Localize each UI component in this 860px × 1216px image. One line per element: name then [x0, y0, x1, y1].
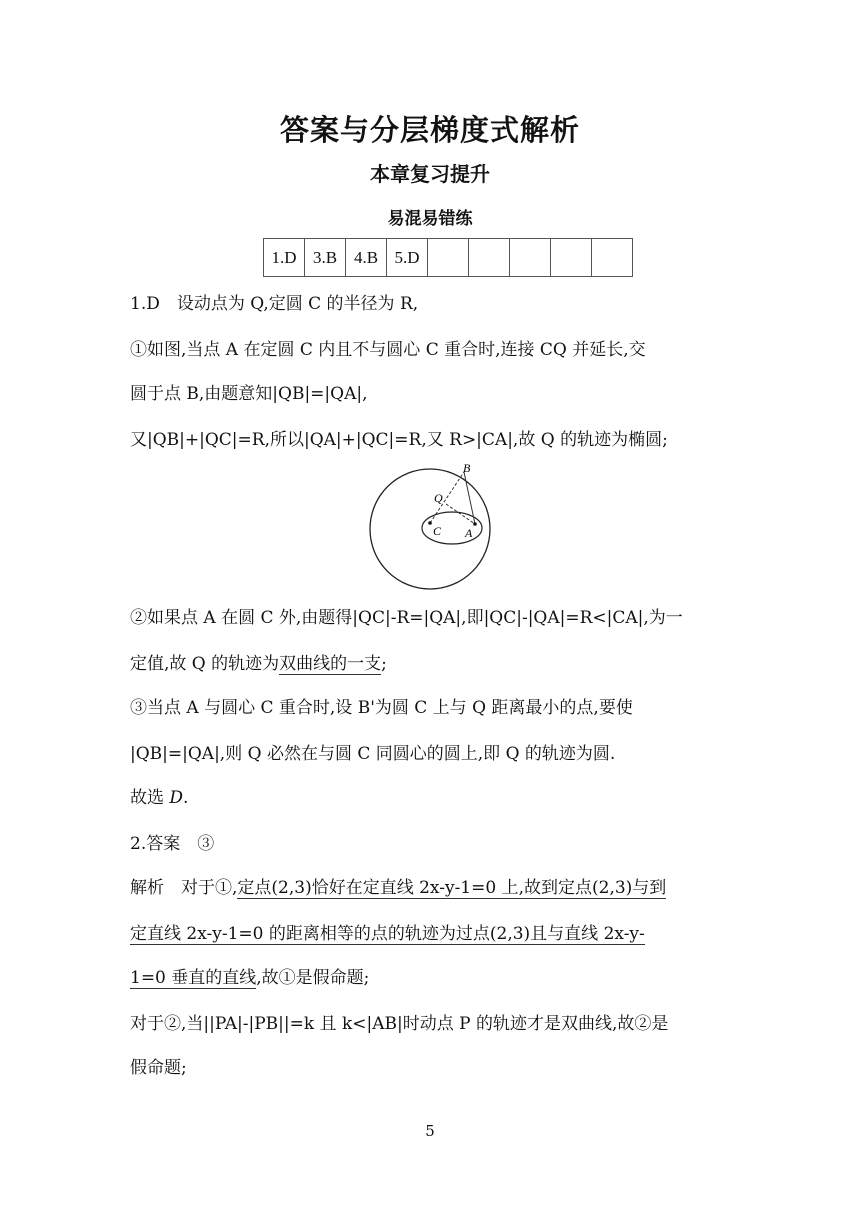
answer-cell: 1.D [264, 239, 305, 277]
solution-line: 对于②,当||PA|-|PB||=k 且 k<|AB|时动点 P 的轨迹才是双曲线,故②是 [130, 1014, 669, 1034]
answer-heading: 2.答案 ③ [130, 834, 215, 854]
text-span: 故选 [130, 788, 170, 808]
answer-cell: 3.B [305, 239, 346, 277]
page-number: 5 [425, 1122, 435, 1140]
solution-line: 又|QB|+|QC|=R,所以|QA|+|QC|=R,又 R>|CA|,故 Q 的轨迹为椭圆; [130, 430, 668, 450]
text-span: 解析 对于①, [130, 878, 238, 898]
section-heading: 易混易错练 [387, 209, 473, 229]
point-c [428, 521, 432, 525]
answer-cell: 5.D [387, 239, 428, 277]
label-a: A [465, 526, 473, 540]
underlined-text: 双曲线的一支 [279, 654, 382, 674]
label-c: C [433, 524, 442, 538]
underlined-text: 1=0 垂直的直线 [130, 968, 257, 988]
answer-cell [428, 239, 469, 277]
solution-line: |QB|=|QA|,则 Q 必然在与圆 C 同圆心的圆上,即 Q 的轨迹为圆. [130, 744, 616, 764]
solution-line: 1.D 设动点为 Q,定圆 C 的半径为 R, [130, 294, 419, 314]
text-span: . [183, 788, 189, 808]
ellipse-locus-figure [362, 462, 498, 590]
text-span: ; [381, 654, 387, 674]
page-title: 答案与分层梯度式解析 [279, 113, 580, 147]
solution-line: 圆于点 B,由题意知|QB|=|QA|, [130, 384, 368, 404]
answer-cell [551, 239, 592, 277]
solution-line [130, 922, 645, 946]
answer-table [263, 238, 633, 277]
label-b: B [463, 462, 471, 475]
solution-line [130, 876, 666, 900]
answer-cell: 4.B [346, 239, 387, 277]
answer-letter: D [169, 788, 184, 808]
chapter-subtitle: 本章复习提升 [370, 162, 490, 186]
solution-line: ③当点 A 与圆心 C 重合时,设 B'为圆 C 上与 Q 距离最小的点,要使 [130, 698, 633, 718]
underlined-text: 定点(2,3)恰好在定直线 2x-y-1=0 上,故到定点(2,3)与到 [237, 878, 667, 898]
segment-qa [446, 504, 475, 524]
answer-cell [510, 239, 551, 277]
solution-line [130, 966, 369, 990]
text-span: ,故①是假命题; [256, 968, 370, 988]
underlined-text: 定直线 2x-y-1=0 的距离相等的点的轨迹为过点(2,3)且与直线 2x-y- [130, 924, 645, 944]
label-q: Q [434, 491, 443, 505]
solution-line [130, 786, 188, 810]
segment-ba [464, 472, 475, 524]
answer-row [264, 239, 633, 277]
solution-line: ②如果点 A 在圆 C 外,由题得|QC|-R=|QA|,即|QC|-|QA|=R<|CA|,为一 [130, 608, 683, 628]
solution-line: 假命题; [130, 1058, 187, 1078]
solution-line [130, 652, 387, 676]
solution-line: ①如图,当点 A 在定圆 C 内且不与圆心 C 重合时,连接 CQ 并延长,交 [130, 340, 646, 360]
answer-cell [592, 239, 633, 277]
point-a [473, 522, 477, 526]
answer-cell [469, 239, 510, 277]
text-span: 定值,故 Q 的轨迹为 [130, 654, 280, 674]
